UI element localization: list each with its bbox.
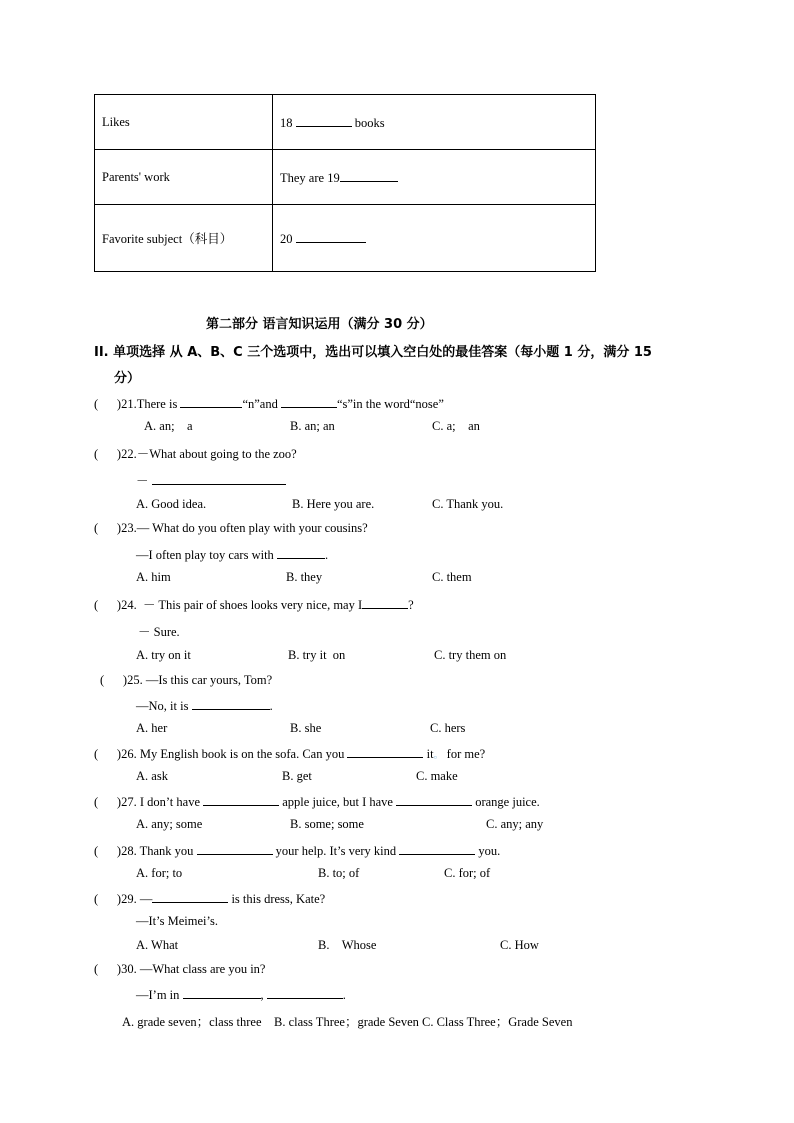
answer-blank[interactable]	[281, 395, 337, 408]
question-26: ( )26. My English book is on the sofa. Can you it。 for me?	[94, 747, 486, 761]
row-value: 20	[273, 205, 596, 272]
answer-paren[interactable]: ( )	[94, 962, 122, 976]
response-line: － Sure.	[138, 625, 180, 639]
answer-blank[interactable]	[362, 596, 408, 609]
option-b: B. to; of	[318, 866, 360, 880]
question-24: ( )24. － This pair of shoes looks very nice, may I ?	[94, 598, 414, 612]
info-table	[94, 94, 596, 272]
options-line: A. grade seven；class three B. class Three；grade Seven C. Class Three；Grade Seven	[122, 1015, 573, 1029]
option-a: A. her	[136, 721, 168, 735]
option-c: C. any; any	[486, 817, 544, 831]
answer-blank[interactable]	[180, 395, 242, 408]
option-c: C. How	[500, 938, 539, 952]
response-line: —No, it is .	[136, 699, 273, 713]
answer-blank-20[interactable]	[296, 230, 366, 243]
option-a: A. Good idea.	[136, 497, 207, 511]
section-title: 第二部分 语言知识运用（满分 30 分）	[206, 317, 433, 332]
answer-paren[interactable]: ( )	[94, 598, 122, 612]
part-heading: II. 单项选择 从 A、B、C 三个选项中，选出可以填入空白处的最佳答案（每小题 1 分，满分 15 分）	[94, 345, 652, 386]
option-c: C. a; an	[432, 419, 480, 433]
answer-blank[interactable]	[399, 842, 475, 855]
answer-paren[interactable]: ( )	[94, 844, 122, 858]
option-c: C. hers	[430, 721, 466, 735]
response-line: －	[136, 471, 286, 489]
answer-paren[interactable]: ( )	[94, 795, 122, 809]
answer-paren[interactable]: ( )	[94, 521, 122, 535]
answer-blank-19[interactable]	[340, 169, 398, 182]
response-line: —I often play toy cars with .	[136, 548, 329, 562]
row-value: 18 books	[273, 95, 596, 150]
answer-paren[interactable]: ( )	[94, 397, 122, 411]
response-line: —I’m in , .	[136, 988, 346, 1002]
option-a: A. ask	[136, 769, 168, 783]
answer-blank[interactable]	[183, 986, 261, 999]
answer-blank[interactable]	[277, 546, 325, 559]
answer-paren[interactable]: ( )	[94, 447, 122, 461]
question-25: ( )25. —Is this car yours, Tom?	[100, 673, 273, 687]
answer-blank[interactable]	[347, 745, 423, 758]
option-b: B. try it on	[288, 648, 346, 662]
answer-paren[interactable]: ( )	[94, 892, 122, 906]
option-b: B. Whose	[318, 938, 377, 952]
option-c: C. them	[432, 570, 472, 584]
option-c: C. make	[416, 769, 458, 783]
question-30: ( )30. —What class are you in?	[94, 962, 266, 976]
option-a: A. try on it	[136, 648, 191, 662]
answer-blank[interactable]	[197, 842, 273, 855]
answer-blank[interactable]	[152, 472, 286, 485]
answer-blank[interactable]	[203, 793, 279, 806]
option-b: B. they	[286, 570, 323, 584]
option-a: A. an; a	[144, 419, 193, 433]
answer-blank[interactable]	[267, 986, 343, 999]
question-28: ( )28. Thank you your help. It’s very kind you.	[94, 844, 501, 858]
answer-blank[interactable]	[192, 697, 270, 710]
option-c: C. Thank you.	[432, 497, 504, 511]
option-a: A. for; to	[136, 866, 183, 880]
option-b: B. get	[282, 769, 312, 783]
row-label: Favorite subject（科目）	[95, 205, 273, 272]
question-27: ( )27. I don’t have apple juice, but I have orange juice.	[94, 795, 540, 809]
question-22: ( )22.－What about going to the zoo?	[94, 447, 297, 461]
option-a: A. him	[136, 570, 171, 584]
response-line: —It’s Meimei’s.	[136, 914, 218, 928]
answer-paren[interactable]: ( )	[94, 747, 122, 761]
option-a: A. What	[136, 938, 179, 952]
answer-blank[interactable]	[152, 890, 228, 903]
option-b: B. an; an	[290, 419, 335, 433]
question-23: ( )23.— What do you often play with your cousins?	[94, 521, 368, 535]
row-value: They are 19	[273, 150, 596, 205]
answer-paren[interactable]: ( )	[100, 673, 128, 687]
option-c: C. for; of	[444, 866, 491, 880]
option-c: C. try them on	[434, 648, 507, 662]
question-29: ( )29. — is this dress, Kate?	[94, 892, 326, 906]
option-b: B. some; some	[290, 817, 364, 831]
table-row	[95, 205, 596, 272]
question-21: ( )21.There is “n”and “s”in the word“nose”	[94, 397, 444, 411]
option-b: B. Here you are.	[292, 497, 375, 511]
table-row	[95, 95, 596, 150]
row-label: Likes	[95, 95, 273, 150]
row-label: Parents' work	[95, 150, 273, 205]
option-a: A. any; some	[136, 817, 203, 831]
table-row	[95, 150, 596, 205]
answer-blank-18[interactable]	[296, 114, 352, 127]
option-b: B. she	[290, 721, 322, 735]
answer-blank[interactable]	[396, 793, 472, 806]
